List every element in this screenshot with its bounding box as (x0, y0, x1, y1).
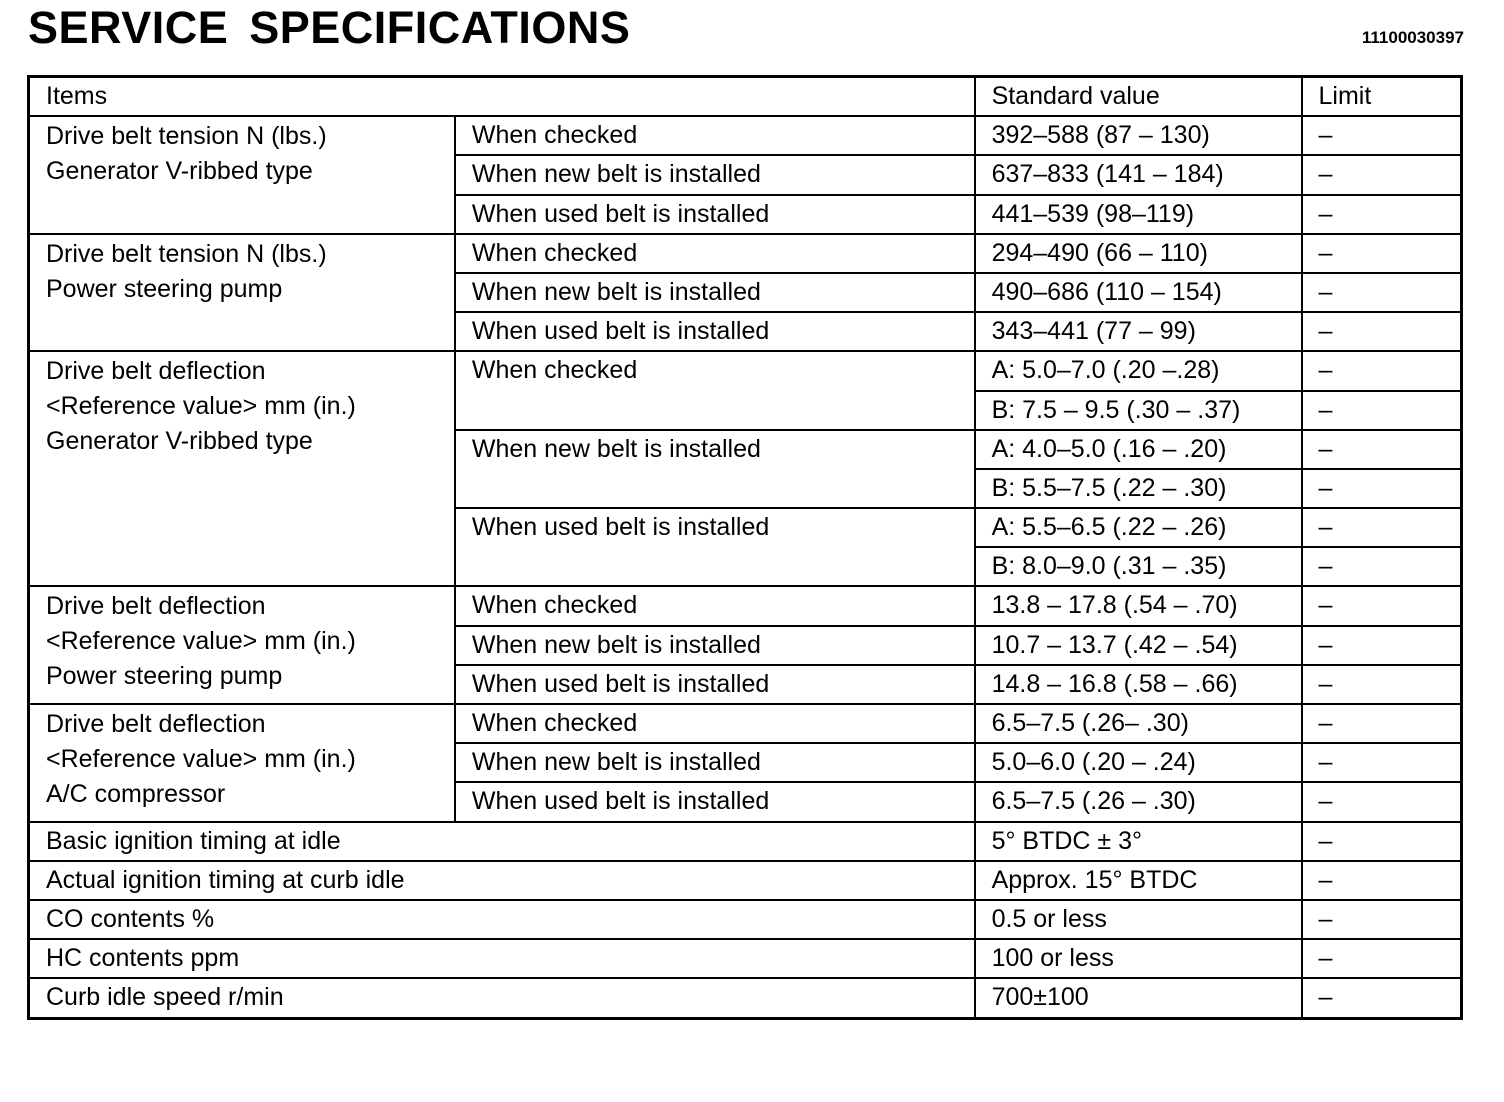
page-title: SERVICE SPECIFICATIONS (28, 2, 631, 53)
standard-value-cell: 6.5–7.5 (.26 – .30) (975, 782, 1302, 821)
limit-cell: – (1302, 351, 1462, 390)
limit-cell: – (1302, 116, 1462, 155)
condition-cell: When used belt is installed (455, 312, 975, 351)
item-label: Generator V-ribbed type (46, 157, 313, 186)
table-row (29, 978, 1462, 1018)
header-standard-value: Standard value (975, 77, 1302, 117)
limit-cell: – (1302, 782, 1462, 821)
standard-value-cell: A: 5.0–7.0 (.20 –.28) (975, 351, 1302, 390)
standard-value-cell: 392–588 (87 – 130) (975, 116, 1302, 155)
condition-cell: When checked (455, 116, 975, 155)
item-label: Generator V-ribbed type (46, 427, 313, 456)
table-header-row (29, 77, 1462, 117)
standard-value-cell: 5.0–6.0 (.20 – .24) (975, 743, 1302, 782)
condition-cell: When used belt is installed (455, 508, 975, 586)
standard-value-cell: A: 4.0–5.0 (.16 – .20) (975, 430, 1302, 469)
item-cell (29, 234, 455, 352)
table-row (29, 351, 1462, 390)
item-label: Drive belt deflection (46, 710, 266, 738)
item-cell: CO contents % (29, 900, 975, 939)
table-row (29, 586, 1462, 625)
standard-value-cell: 13.8 – 17.8 (.54 – .70) (975, 586, 1302, 625)
item-cell (29, 351, 455, 586)
limit-cell: – (1302, 312, 1462, 351)
standard-value-cell: 441–539 (98–119) (975, 195, 1302, 234)
standard-value-cell: 14.8 – 16.8 (.58 – .66) (975, 665, 1302, 704)
standard-value-cell: 100 or less (975, 939, 1302, 978)
limit-cell: – (1302, 743, 1462, 782)
table-row (29, 704, 1462, 743)
condition-cell: When checked (455, 351, 975, 429)
standard-value-cell: 6.5–7.5 (.26– .30) (975, 704, 1302, 743)
limit-cell: – (1302, 234, 1462, 273)
standard-value-cell: B: 5.5–7.5 (.22 – .30) (975, 469, 1302, 508)
standard-value-cell: A: 5.5–6.5 (.22 – .26) (975, 508, 1302, 547)
condition-cell: When used belt is installed (455, 782, 975, 821)
condition-cell: When used belt is installed (455, 195, 975, 234)
condition-cell: When new belt is installed (455, 273, 975, 312)
limit-cell: – (1302, 665, 1462, 704)
item-cell (29, 116, 455, 234)
limit-cell: – (1302, 155, 1462, 194)
table-row (29, 234, 1462, 273)
standard-value-cell: B: 7.5 – 9.5 (.30 – .37) (975, 391, 1302, 430)
item-label: <Reference value> mm (in.) (46, 392, 356, 421)
item-label: A/C compressor (46, 780, 226, 808)
limit-cell: – (1302, 704, 1462, 743)
header-items: Items (29, 77, 975, 117)
standard-value-cell: Approx. 15° BTDC (975, 861, 1302, 900)
item-label: Drive belt deflection (46, 592, 266, 621)
limit-cell: – (1302, 939, 1462, 978)
standard-value-cell: 637–833 (141 – 184) (975, 155, 1302, 194)
item-label: Drive belt deflection (46, 357, 266, 386)
condition-cell: When new belt is installed (455, 743, 975, 782)
header-limit: Limit (1302, 77, 1462, 117)
item-cell: HC contents ppm (29, 939, 975, 978)
standard-value-cell: 343–441 (77 – 99) (975, 312, 1302, 351)
limit-cell: – (1302, 547, 1462, 586)
item-label: Power steering pump (46, 274, 283, 303)
condition-cell: When new belt is installed (455, 430, 975, 508)
standard-value-cell: 5° BTDC ± 3° (975, 822, 1302, 861)
table-row (29, 822, 1462, 861)
item-label: Drive belt tension N (lbs.) (46, 239, 327, 268)
table-row (29, 861, 1462, 900)
item-label: Drive belt tension N (lbs.) (46, 122, 327, 151)
limit-cell: – (1302, 391, 1462, 430)
service-specifications-table (27, 75, 1463, 1020)
item-label: Power steering pump (46, 662, 283, 691)
item-cell: Curb idle speed r/min (29, 978, 975, 1018)
limit-cell: – (1302, 861, 1462, 900)
item-cell: Basic ignition timing at idle (29, 822, 975, 861)
limit-cell: – (1302, 508, 1462, 547)
condition-cell: When checked (455, 586, 975, 625)
standard-value-cell: 294–490 (66 – 110) (975, 234, 1302, 273)
standard-value-cell: 10.7 – 13.7 (.42 – .54) (975, 626, 1302, 665)
item-label: <Reference value> mm (in.) (46, 627, 356, 656)
item-label: <Reference value> mm (in.) (46, 745, 356, 773)
item-cell: Actual ignition timing at curb idle (29, 861, 975, 900)
condition-cell: When checked (455, 704, 975, 743)
condition-cell: When new belt is installed (455, 155, 975, 194)
limit-cell: – (1302, 586, 1462, 625)
standard-value-cell: 700±100 (975, 978, 1302, 1018)
table-row (29, 116, 1462, 155)
limit-cell: – (1302, 469, 1462, 508)
item-cell (29, 704, 455, 822)
condition-cell: When checked (455, 234, 975, 273)
limit-cell: – (1302, 273, 1462, 312)
limit-cell: – (1302, 195, 1462, 234)
table-row (29, 939, 1462, 978)
standard-value-cell: B: 8.0–9.0 (.31 – .35) (975, 547, 1302, 586)
condition-cell: When used belt is installed (455, 665, 975, 704)
standard-value-cell: 0.5 or less (975, 900, 1302, 939)
limit-cell: – (1302, 430, 1462, 469)
document-code: 11100030397 (1361, 28, 1464, 47)
limit-cell: – (1302, 900, 1462, 939)
table-row (29, 900, 1462, 939)
standard-value-cell: 490–686 (110 – 154) (975, 273, 1302, 312)
limit-cell: – (1302, 626, 1462, 665)
limit-cell: – (1302, 822, 1462, 861)
condition-cell: When new belt is installed (455, 626, 975, 665)
item-cell (29, 586, 455, 704)
limit-cell: – (1302, 978, 1462, 1018)
